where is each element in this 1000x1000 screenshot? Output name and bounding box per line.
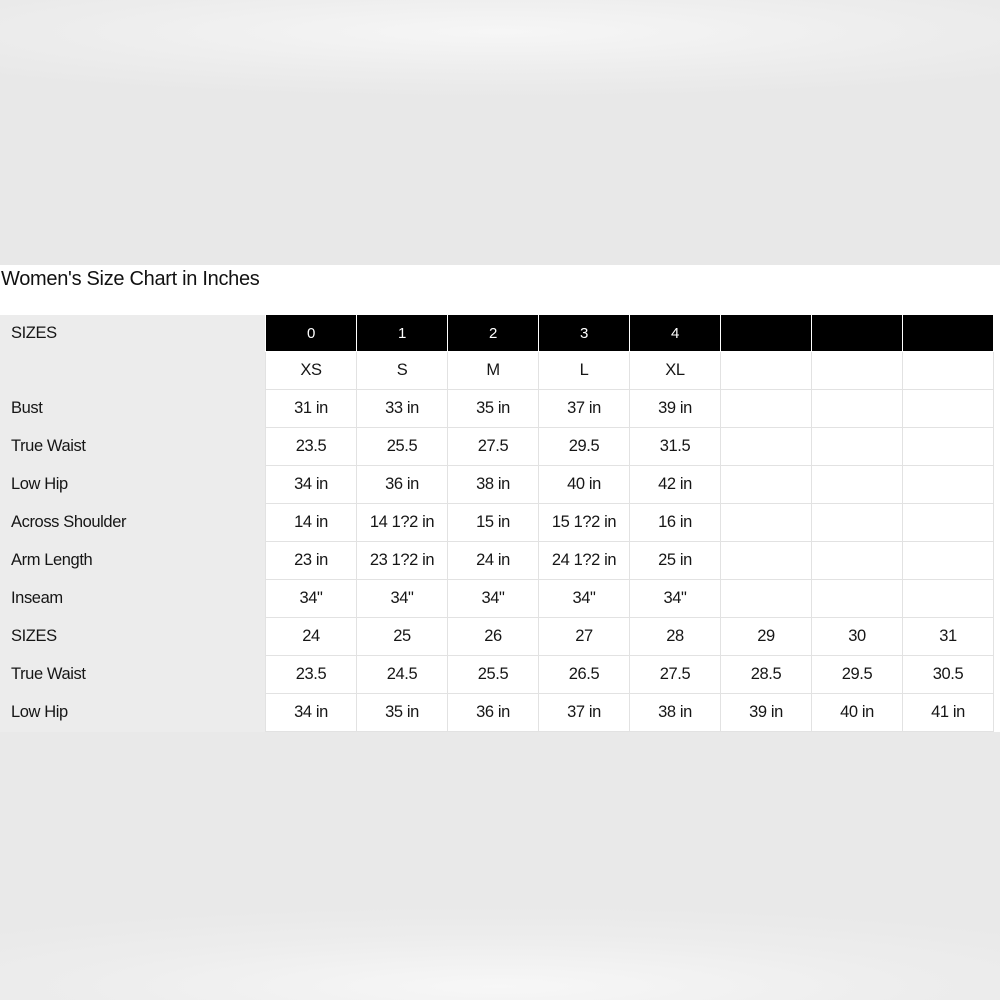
table-row (266, 580, 994, 618)
table-row (266, 428, 994, 466)
row-label-true-waist-2: True Waist (11, 665, 86, 683)
size-chart-panel (0, 265, 1000, 732)
table-row (266, 390, 994, 428)
table-cell: 31.5 (630, 428, 721, 466)
table-cell: 26 (448, 618, 539, 656)
table-cell: 42 in (630, 466, 721, 504)
table-cell: 31 in (266, 390, 357, 428)
row-label-low-hip-2: Low Hip (11, 703, 68, 721)
table-cell: 24 (266, 618, 357, 656)
table-cell: 34" (630, 580, 721, 618)
table-cell (721, 580, 812, 618)
row-label-low-hip: Low Hip (11, 475, 68, 493)
row-label-sizes: SIZES (11, 324, 57, 342)
table-header-row (266, 315, 994, 352)
header-cell (812, 315, 903, 352)
table-cell (812, 466, 903, 504)
table-cell: 34" (539, 580, 630, 618)
table-cell: 30 (812, 618, 903, 656)
chart-title: Women's Size Chart in Inches (1, 268, 260, 290)
table-cell: 24 1?2 in (539, 542, 630, 580)
table-cell: M (448, 352, 539, 390)
header-cell: 0 (266, 315, 357, 352)
table-cell (903, 542, 994, 580)
table-cell: 35 in (448, 390, 539, 428)
table-row (266, 504, 994, 542)
table-cell: 24 in (448, 542, 539, 580)
table-cell: 14 1?2 in (357, 504, 448, 542)
table-row (266, 618, 994, 656)
header-cell: 2 (448, 315, 539, 352)
table-cell: 25 in (630, 542, 721, 580)
table-cell: 35 in (357, 694, 448, 732)
table-cell: 41 in (903, 694, 994, 732)
row-label-across-shoulder: Across Shoulder (11, 513, 127, 531)
table-cell: 30.5 (903, 656, 994, 694)
table-cell (903, 428, 994, 466)
table-cell: 27 (539, 618, 630, 656)
table-cell: 23 1?2 in (357, 542, 448, 580)
table-cell: 25 (357, 618, 448, 656)
table-cell: 15 in (448, 504, 539, 542)
table-cell (903, 352, 994, 390)
row-label-letter-sizes (11, 352, 261, 389)
size-table (265, 315, 994, 732)
table-cell: 25.5 (357, 428, 448, 466)
table-cell (721, 466, 812, 504)
table-cell (903, 580, 994, 618)
table-cell (812, 580, 903, 618)
table-cell: 23.5 (266, 428, 357, 466)
row-label-column (0, 315, 265, 732)
table-cell: 29 (721, 618, 812, 656)
table-cell: 24.5 (357, 656, 448, 694)
table-cell: XS (266, 352, 357, 390)
header-cell (721, 315, 812, 352)
table-cell: L (539, 352, 630, 390)
table-row (266, 352, 994, 390)
table-cell: 27.5 (448, 428, 539, 466)
row-label-bust: Bust (11, 399, 43, 417)
table-cell: 23.5 (266, 656, 357, 694)
row-label-inseam: Inseam (11, 589, 63, 607)
table-cell (812, 504, 903, 542)
table-cell: 38 in (448, 466, 539, 504)
table-cell: 39 in (721, 694, 812, 732)
row-label-sizes-numeric: SIZES (11, 627, 57, 645)
table-cell: 37 in (539, 390, 630, 428)
table-cell: 39 in (630, 390, 721, 428)
table-cell: 38 in (630, 694, 721, 732)
table-cell: 15 1?2 in (539, 504, 630, 542)
table-cell (903, 466, 994, 504)
header-cell: 3 (539, 315, 630, 352)
table-cell (721, 390, 812, 428)
row-label-true-waist: True Waist (11, 437, 86, 455)
table-cell (721, 542, 812, 580)
header-cell: 4 (630, 315, 721, 352)
header-cell (903, 315, 994, 352)
table-cell: 34 in (266, 466, 357, 504)
table-row (266, 694, 994, 732)
table-cell: 40 in (539, 466, 630, 504)
table-cell: 31 (903, 618, 994, 656)
table-cell: 36 in (448, 694, 539, 732)
table-row (266, 656, 994, 694)
table-cell: 27.5 (630, 656, 721, 694)
table-cell (721, 352, 812, 390)
table-cell: 33 in (357, 390, 448, 428)
table-cell (903, 504, 994, 542)
table-cell: 40 in (812, 694, 903, 732)
table-cell: XL (630, 352, 721, 390)
table-cell (721, 428, 812, 466)
table-cell: 29.5 (812, 656, 903, 694)
table-cell: 23 in (266, 542, 357, 580)
table-cell: S (357, 352, 448, 390)
table-cell (903, 390, 994, 428)
header-cell: 1 (357, 315, 448, 352)
table-cell: 26.5 (539, 656, 630, 694)
table-cell: 37 in (539, 694, 630, 732)
table-cell: 34" (266, 580, 357, 618)
table-cell (812, 352, 903, 390)
table-cell: 34" (448, 580, 539, 618)
table-cell: 16 in (630, 504, 721, 542)
table-cell (812, 390, 903, 428)
table-cell: 29.5 (539, 428, 630, 466)
table-cell: 36 in (357, 466, 448, 504)
table-cell: 34" (357, 580, 448, 618)
row-label-arm-length: Arm Length (11, 551, 93, 569)
table-cell: 25.5 (448, 656, 539, 694)
table-cell: 28 (630, 618, 721, 656)
table-row (266, 542, 994, 580)
table-row (266, 466, 994, 504)
table-cell: 34 in (266, 694, 357, 732)
table-cell (812, 542, 903, 580)
table-cell (721, 504, 812, 542)
table-cell (812, 428, 903, 466)
table-cell: 14 in (266, 504, 357, 542)
table-cell: 28.5 (721, 656, 812, 694)
